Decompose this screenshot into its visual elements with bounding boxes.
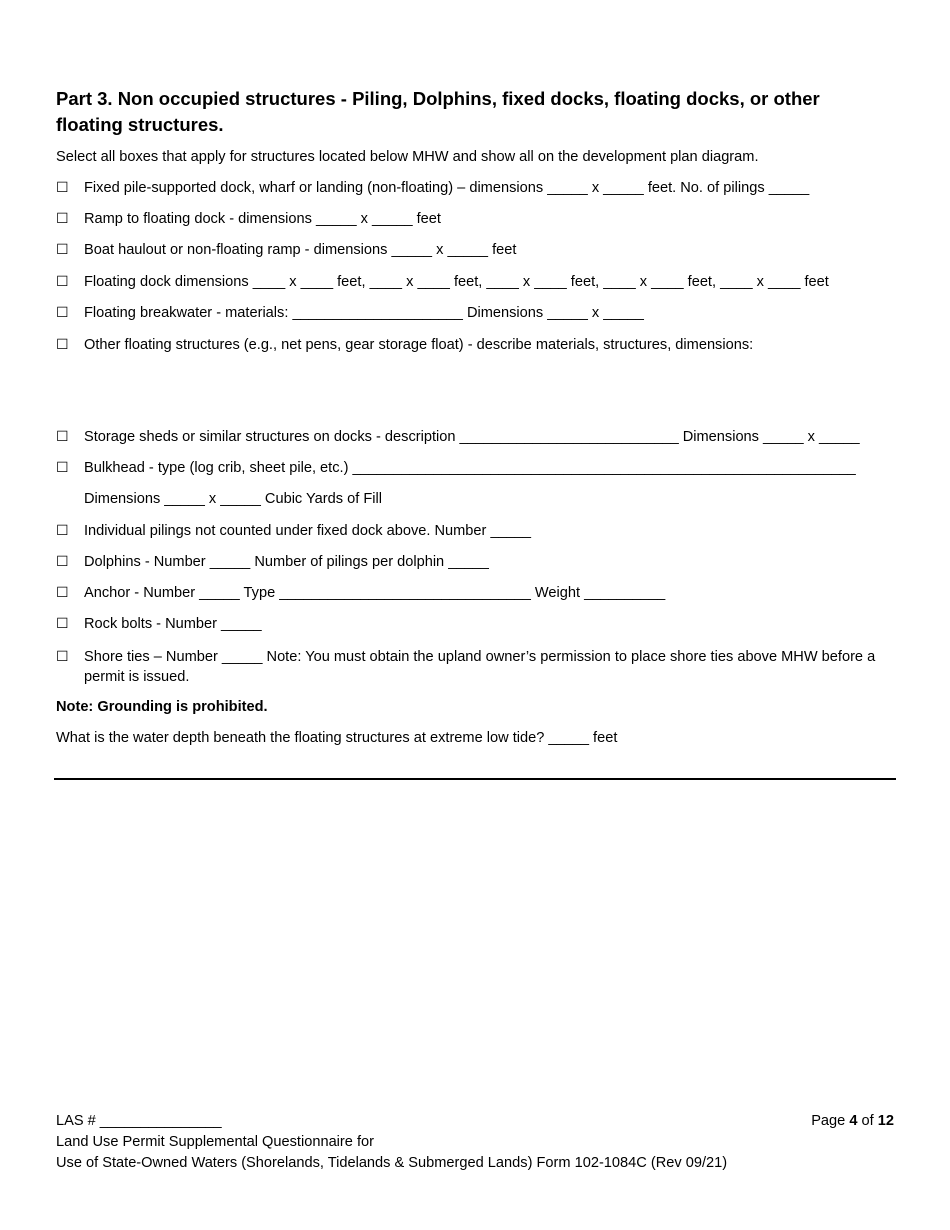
checkbox-icon[interactable]: ☐ [56, 211, 69, 227]
page-number [811, 1111, 894, 1131]
grounding-note: Note: Grounding is prohibited. [56, 699, 268, 715]
checkbox-icon[interactable]: ☐ [56, 180, 69, 196]
checkbox-icon[interactable]: ☐ [56, 429, 69, 445]
checkbox-icon[interactable]: ☐ [56, 242, 69, 258]
checkbox-label: Floating breakwater - materials: _____________________ Dimensions _____ x _____ [84, 305, 644, 321]
page-total: 12 [877, 1113, 894, 1129]
checkbox-label: Fixed pile-supported dock, wharf or landing (non-floating) – dimensions _____ x _____ feet. No. of pilings _____ [84, 180, 810, 196]
checkbox-label: Storage sheds or similar structures on docks - description ___________________________ Dimensions _____ x _____ [84, 429, 860, 445]
checkbox-icon[interactable]: ☐ [56, 274, 69, 290]
checkbox-label: Floating dock dimensions ____ x ____ feet, ____ x ____ feet, ____ x ____ feet, ____ x ____ feet, ____ x ____ feet [84, 274, 829, 290]
checkbox-label: Dolphins - Number _____ Number of pilings per dolphin _____ [84, 554, 489, 570]
page-of: of [861, 1113, 874, 1129]
checkbox-icon[interactable]: ☐ [56, 585, 69, 601]
footer-title-line1: Land Use Permit Supplemental Questionnaire for [56, 1134, 374, 1150]
checkbox-label: Individual pilings not counted under fixed dock above. Number _____ [84, 523, 532, 539]
checkbox-icon[interactable]: ☐ [56, 616, 69, 632]
checkbox-icon[interactable]: ☐ [56, 337, 69, 353]
checkbox-label: Shore ties – Number _____ Note: You must obtain the upland owner’s permission to place shore ties above MHW before a permit is issued. [84, 649, 876, 685]
checkbox-icon[interactable]: ☐ [56, 460, 69, 476]
checkbox-label: Rock bolts - Number _____ [84, 616, 262, 632]
footer-title-line2: Use of State-Owned Waters (Shorelands, Tidelands & Submerged Lands) Form 102-1084C (Rev 09/21) [56, 1155, 728, 1171]
footer-las-number: LAS # _______________ [56, 1113, 222, 1129]
checkbox-label: Ramp to floating dock - dimensions _____ x _____ feet [84, 211, 441, 227]
checkbox-label: Anchor - Number _____ Type _______________________________ Weight __________ [84, 585, 666, 601]
checkbox-icon[interactable]: ☐ [56, 523, 69, 539]
intro-text: Select all boxes that apply for structures located below MHW and show all on the development plan diagram. [56, 149, 759, 165]
water-depth-question: What is the water depth beneath the floating structures at extreme low tide? _____ feet [56, 730, 618, 746]
checkbox-icon[interactable]: ☐ [56, 649, 69, 665]
checkbox-label: Bulkhead - type (log crib, sheet pile, etc.) ______________________________________________________________ [84, 460, 856, 476]
section-heading: Part 3. Non occupied structures - Piling, Dolphins, fixed docks, floating docks, or other floating structures. [56, 88, 820, 135]
section-divider [54, 778, 896, 780]
bulkhead-dimensions: Dimensions _____ x _____ Cubic Yards of Fill [84, 491, 382, 507]
checkbox-icon[interactable]: ☐ [56, 305, 69, 321]
checkbox-label: Other floating structures (e.g., net pens, gear storage float) - describe materials, structures, dimensions: [84, 337, 754, 353]
page-current: 4 [849, 1113, 858, 1129]
page-prefix: Page [811, 1113, 846, 1129]
checkbox-label: Boat haulout or non-floating ramp - dimensions _____ x _____ feet [84, 242, 517, 258]
checkbox-icon[interactable]: ☐ [56, 554, 69, 570]
